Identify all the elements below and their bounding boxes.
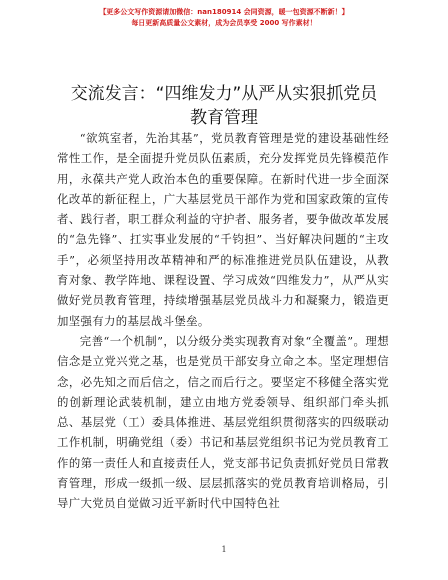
body-paragraph: “欲筑室者，先治其基”，党员教育管理是党的建设基础性经常性工作，是全面提升党员队伍素质，充分发挥党员先锋模范作用，永葆共产党人政治本色的重要保障。在新时代进一步全面深化改革的新征程上，广大基层党员干部作为党和国家政策的宣传者、践行者，职工群众利益的守护者、服务者，要争做改革发展的“急先锋”、扛实事业发展的“千钧担”、当好解决问题的“主攻手”，必须坚持用改革精神和严的标准推进党员队伍建设，从教育对象、教学阵地、课程设置、学习成效“四维发力”，从严从实做好党员教育管理，持续增强基层党员战斗力和凝聚力，锻造更加坚强有力的基层战斗堡垒。 [57, 131, 389, 328]
page-number: 1 [221, 545, 227, 554]
promo-banner-line-1: 【更多公文写作资源请加微信：nan180914 会同资源，暖一包资源不断新！】 [99, 8, 349, 16]
promo-banner-line-2: 每日更新高质量公文素材，成为会员享受 2000 写作素材！ [131, 19, 317, 27]
body-paragraph: 完善“一个机制”，以分级分类实现教育对象“全覆盖”。理想信念是立党兴党之基，也是党员干部安身立命之本。坚定理想信念，必先知之而后信之，信之而后行之。要坚定不移健全落实党的创新理论武装机制，建立由地方党委领导、组织部门牵头抓总、基层党（工）委具体推进、基层党组织贯彻落实的四级联动工作机制，明确党组（委）书记和基层党组织书记为党员教育工作的第一责任人和直接责任人，党支部书记负责抓好党员日常教育管理，形成一级抓一级、层层抓落实的党员教育培训格局，引导广大党员自觉做习近平新时代中国特色社 [57, 333, 389, 511]
document-body [57, 128, 389, 514]
document-title: 交流发言：“四维发力”从严从实狠抓党员教育管理 [70, 84, 378, 128]
